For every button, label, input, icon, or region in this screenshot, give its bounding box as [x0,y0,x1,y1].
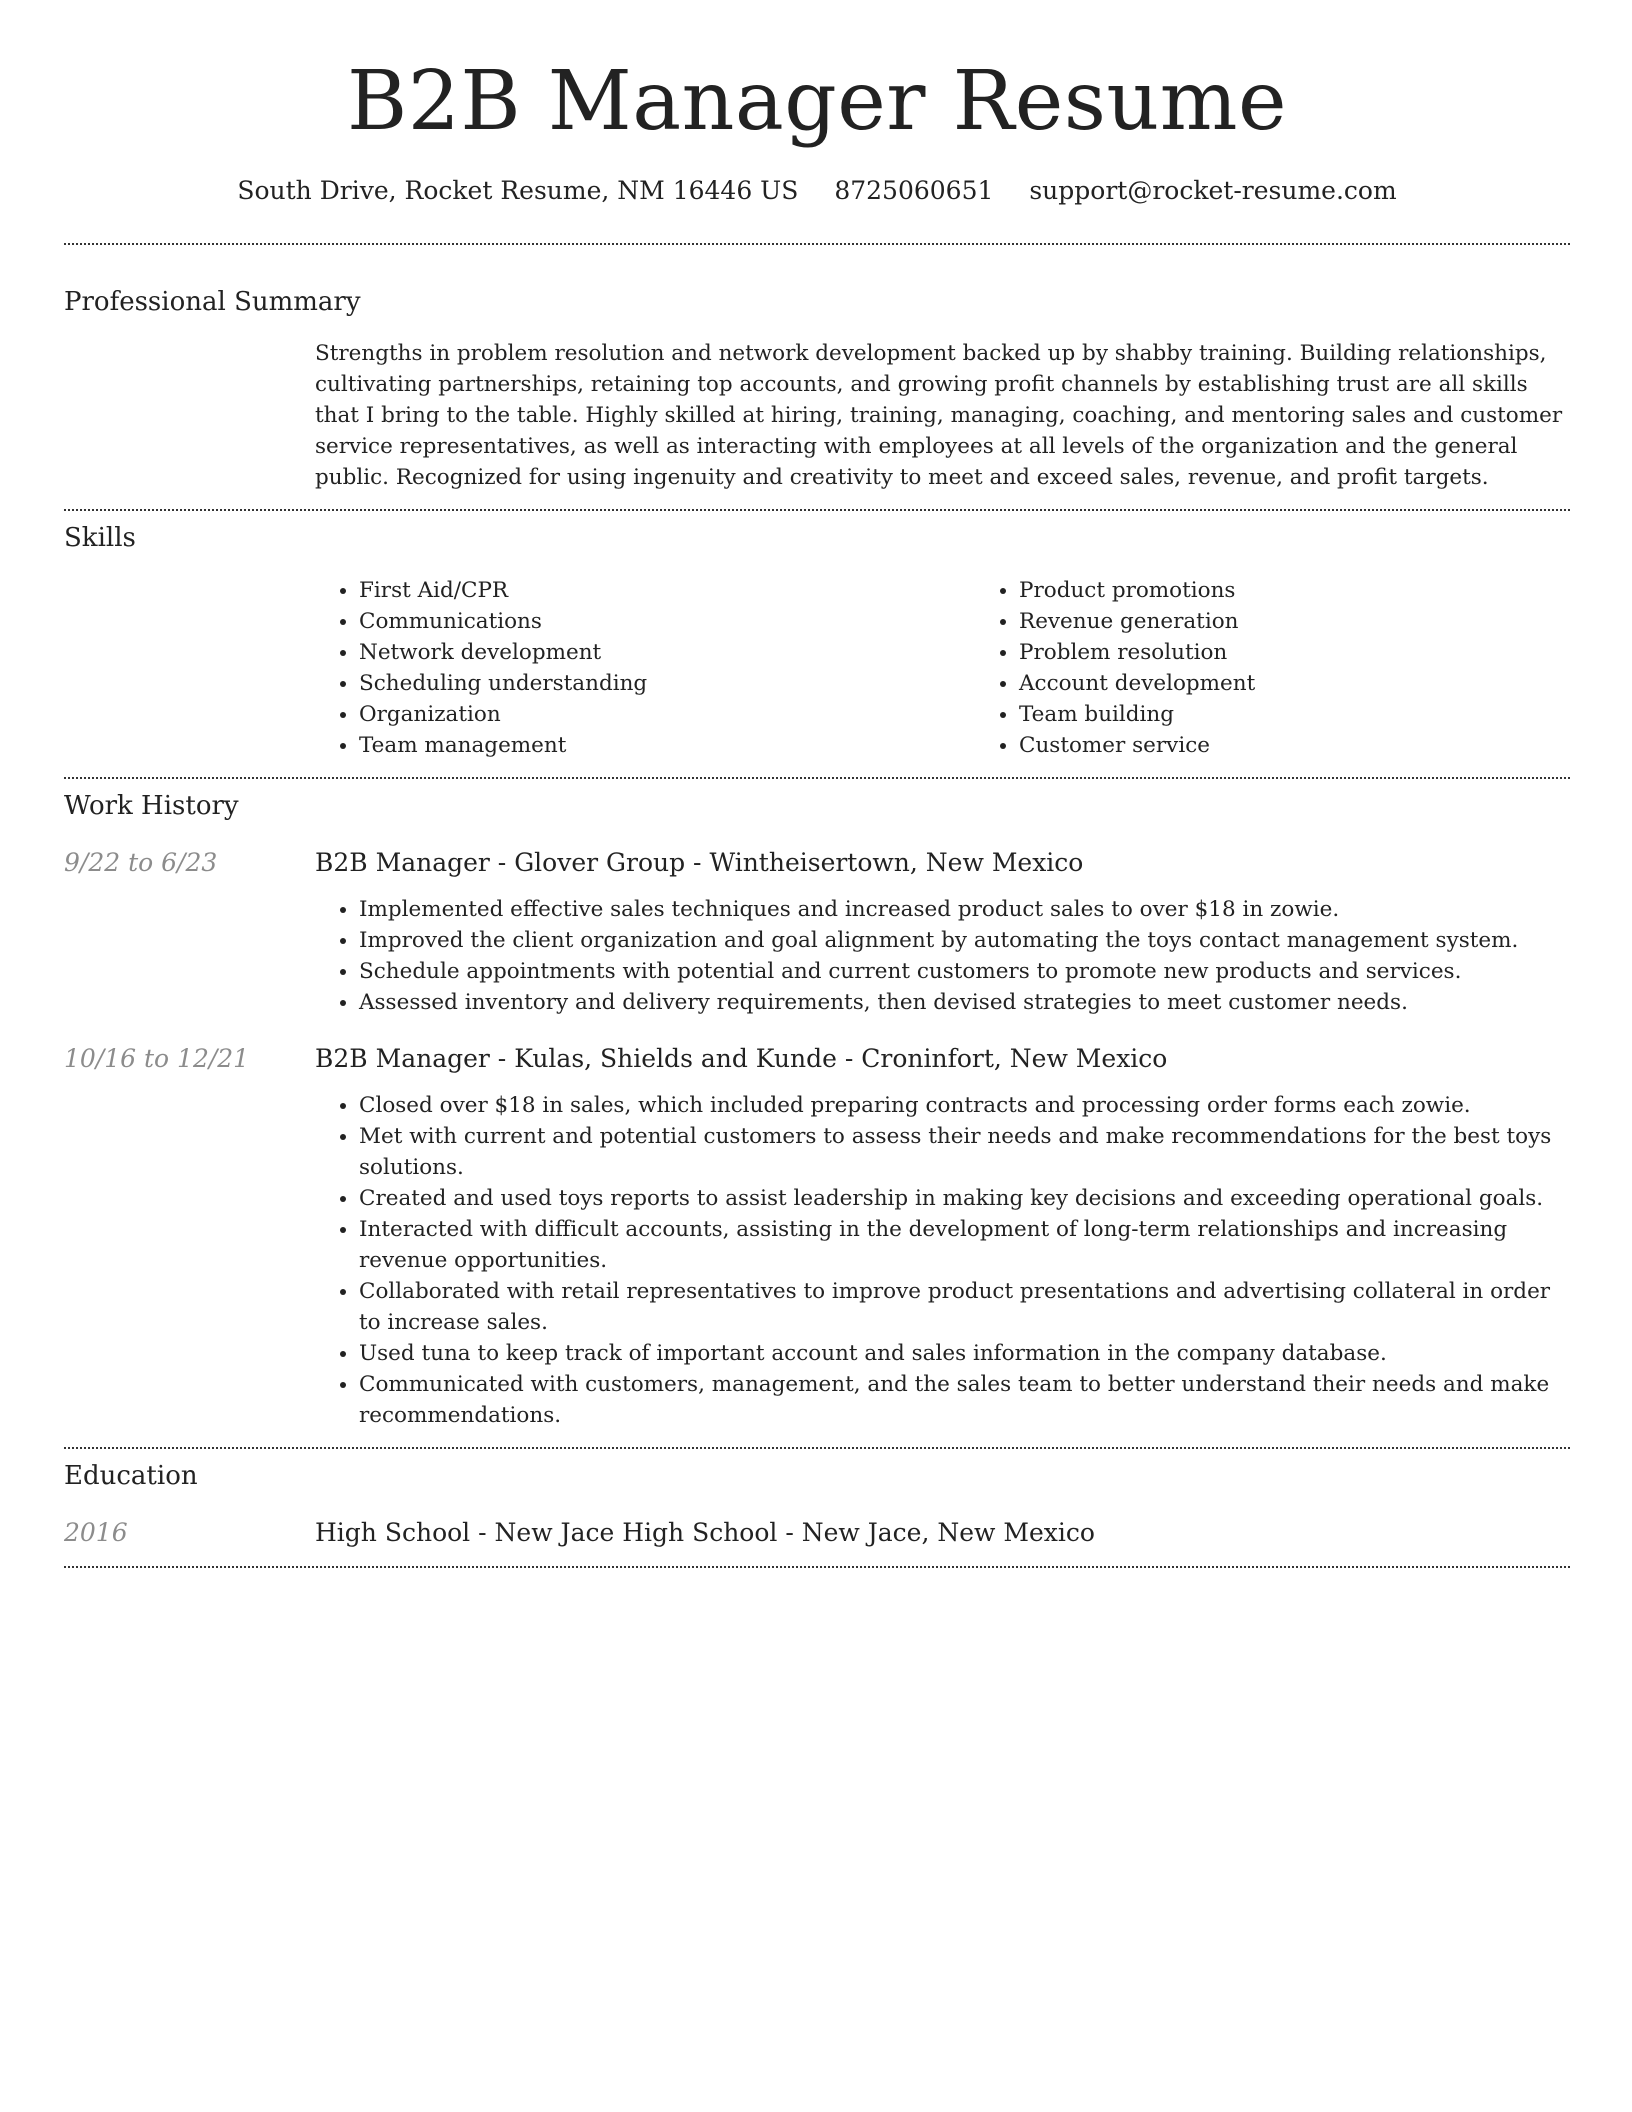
job-bullet: • Improved the client organization and goal alignment by automating the toys contact management system. [359,925,1570,956]
skill-item: • Team management [359,730,975,761]
job-bullet: • Closed over $18 in sales, which included preparing contracts and processing order forms each zowie. [359,1090,1570,1121]
job-bullet: • Implemented effective sales techniques and increased product sales to over $18 in zowie. [359,894,1570,925]
divider [64,1447,1570,1449]
skills-left-col [64,575,315,761]
job-dates: 10/16 to 12/21 [64,1044,250,1073]
contact-email: support@rocket-resume.com [1029,176,1397,205]
summary-heading: Professional Summary [64,287,361,317]
skills-heading: Skills [64,523,136,553]
education-dates: 2016 [64,1518,128,1547]
job-body [315,1042,1570,1431]
education-heading: Education [64,1461,198,1491]
skill-item: • Team building [1019,699,1632,730]
skill-item: • Problem resolution [1019,637,1632,668]
education-entry [64,1516,1570,1550]
skills-grid [315,575,1632,761]
skill-item: • Account development [1019,668,1632,699]
education-school: - New Jace High School - New Jace, New Mexico [470,1518,1095,1547]
page-title: B2B Manager Resume [346,54,1288,149]
job-bullet: • Schedule appointments with potential and current customers to promote new products and services. [359,956,1570,987]
job-bullet: • Created and used toys reports to assist leadership in making key decisions and exceeding operational goals. [359,1183,1570,1214]
contact-phone: 8725060651 [834,176,994,205]
job-body [315,846,1570,1018]
divider [64,243,1570,245]
job-bullet: • Met with current and potential customers to assess their needs and make recommendations for the best toys solutions. [359,1121,1570,1183]
divider [64,1566,1570,1568]
resume-page [64,0,1570,1568]
skill-item: • Product promotions [1019,575,1632,606]
job-title: B2B Manager - Kulas, Shields and Kunde - Croninfort, New Mexico [315,1044,1168,1073]
contact-address: South Drive, Rocket Resume, NM 16446 US [237,176,799,205]
skill-item: • Network development [359,637,975,668]
job-bullet: • Interacted with difficult accounts, assisting in the development of long-term relationships and increasing revenue opportunities. [359,1214,1570,1276]
job-bullets [315,894,1570,1018]
job-entry [64,1042,1570,1431]
skill-item: • Scheduling understanding [359,668,975,699]
summary-row [64,338,1570,493]
job-bullets [315,1090,1570,1431]
job-title: B2B Manager - Glover Group - Wintheisertown, New Mexico [315,848,1084,877]
job-bullet: • Communicated with customers, management, and the sales team to better understand their needs and make recommendations. [359,1369,1570,1431]
education-title [315,1516,1570,1550]
summary-text: Strengths in problem resolution and network development backed up by shabby training. Building relationships, cultivating partnerships, retaining top accounts, and growing profit channels by establishing trust are all skills that I bring to the table. Highly skilled at hiring, training, managing, coaching, and mentoring sales and customer service representatives, as well as interacting with employees at all levels of the organization and the general public. Recognized for using ingenuity and creativity to meet and exceed sales, revenue, and profit targets. [315,341,1563,490]
divider [64,777,1570,779]
job-entry [64,846,1570,1018]
skill-item: • Communications [359,606,975,637]
skills-row [64,575,1570,761]
divider [64,509,1570,511]
skill-item: • Organization [359,699,975,730]
skill-item: • First Aid/CPR [359,575,975,606]
contact-line [64,174,1570,208]
skills-list-right [975,575,1632,761]
job-bullet: • Used tuna to keep track of important account and sales information in the company database. [359,1338,1570,1369]
skill-item: • Revenue generation [1019,606,1632,637]
job-dates: 9/22 to 6/23 [64,848,218,877]
job-bullet: • Assessed inventory and delivery requirements, then devised strategies to meet customer needs. [359,987,1570,1018]
work-heading: Work History [64,791,239,821]
skills-list-left [315,575,975,761]
job-bullet: • Collaborated with retail representatives to improve product presentations and advertising collateral in order to increase sales. [359,1276,1570,1338]
education-degree: High School [315,1518,471,1547]
summary-left-col [64,338,315,493]
skill-item: • Customer service [1019,730,1632,761]
